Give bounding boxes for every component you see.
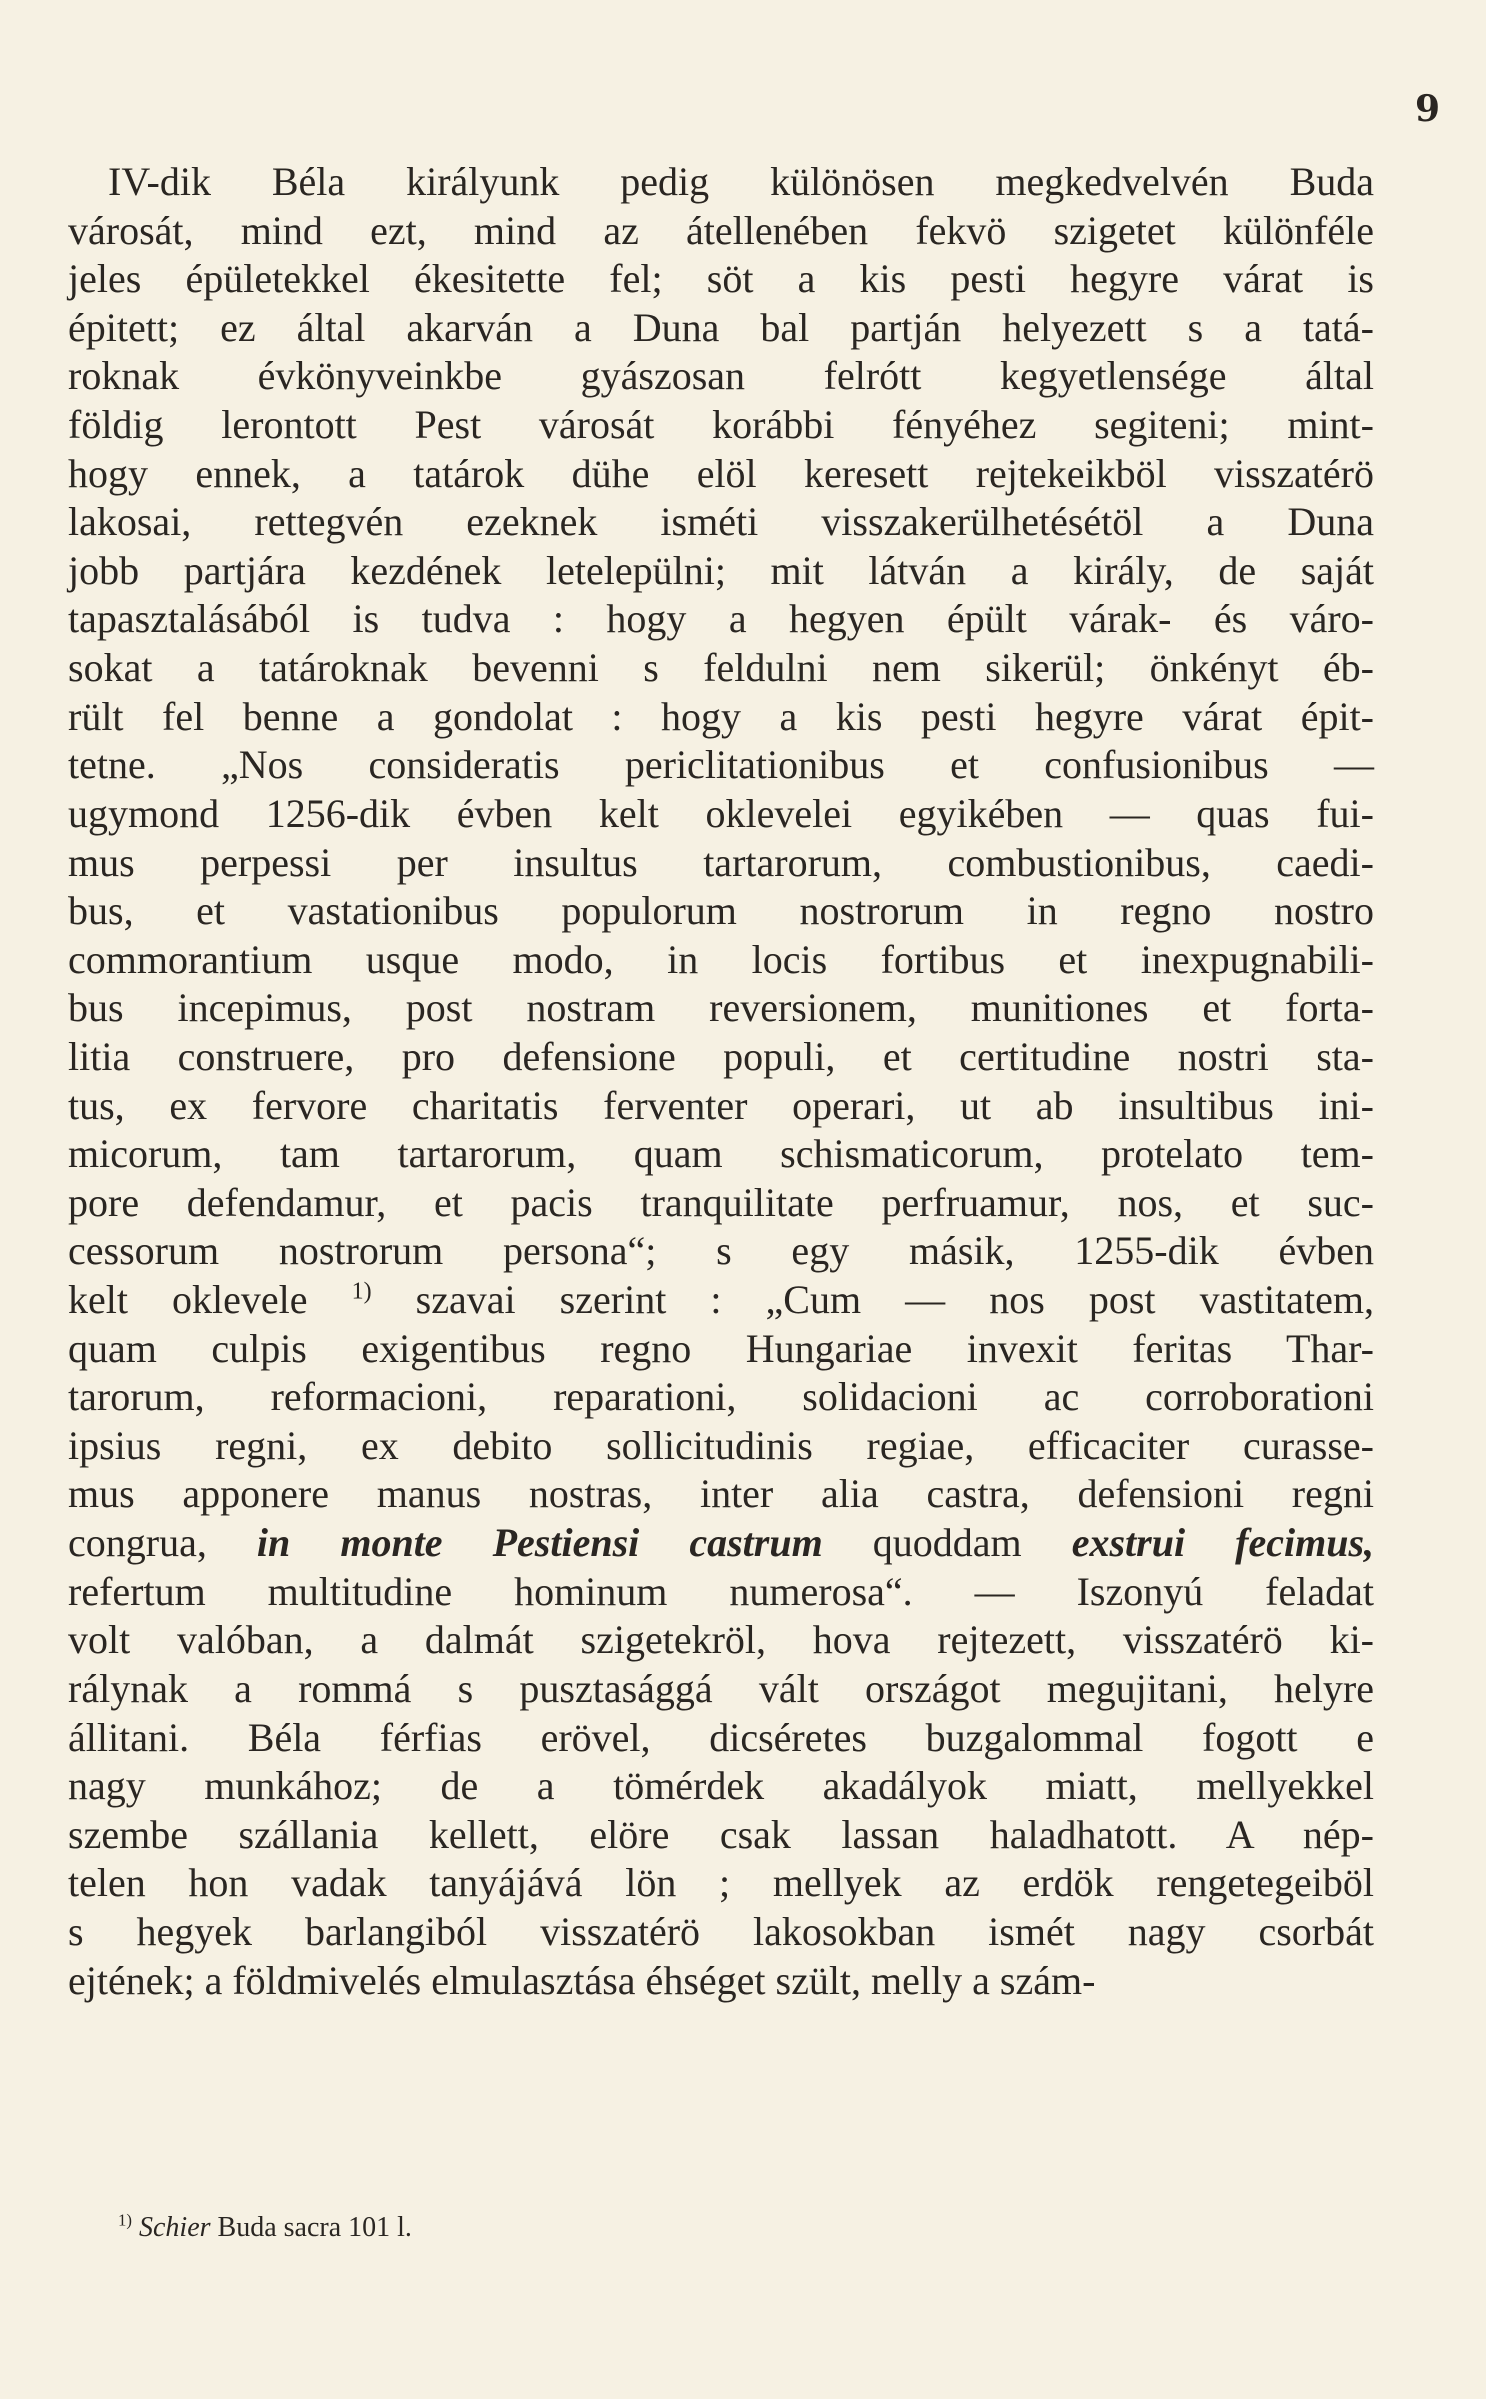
text-line: bus incepimus, post nostram reversionem, munitiones et forta- — [68, 985, 1374, 1031]
footnote-text: Buda sacra 101 l. — [210, 2212, 412, 2243]
text-segment: quoddam — [822, 1520, 1072, 1566]
text-line: jobb partjára kezdének letelepülni; mit látván a király, de saját — [68, 547, 1374, 593]
text-line: ejtének; a földmivelés elmulasztása éhséget szült, melly a szám- — [68, 1957, 1096, 2003]
text-line: városát, mind ezt, mind az átellenében fekvö szigetet különféle — [68, 207, 1374, 253]
text-line: telen hon vadak tanyájává lön ; mellyek az erdök rengetegeiböl — [68, 1860, 1374, 1906]
main-text — [68, 158, 1374, 2005]
text-line: mus perpessi per insultus tartarorum, combustionibus, caedi- — [68, 839, 1374, 885]
text-line: tarorum, reformacioni, reparationi, solidacioni ac corroborationi — [68, 1374, 1374, 1420]
text-line: volt valóban, a dalmát szigetekröl, hova rejtezett, visszatérö ki- — [68, 1617, 1374, 1663]
text-line: nagy munkához; de a tömérdek akadályok miatt, mellyekkel — [68, 1763, 1374, 1809]
text-line: jeles épületekkel ékesitette fel; söt a kis pesti hegyre várat is — [68, 256, 1374, 302]
text-line: földig lerontott Pest városát korábbi fényéhez segiteni; mint- — [68, 402, 1374, 448]
text-segment: szavai szerint : „Cum — nos post vastitatem, — [371, 1277, 1374, 1323]
text-line — [68, 1519, 1374, 1568]
text-line: rálynak a rommá s pusztasággá vált országot megujitani, helyre — [68, 1665, 1374, 1711]
text-line: ipsius regni, ex debito sollicitudinis regiae, efficaciter curasse- — [68, 1422, 1374, 1468]
text-line: commorantium usque modo, in locis fortibus et inexpugnabili- — [68, 936, 1374, 982]
text-line: hogy ennek, a tatárok dühe elöl keresett rejtekeikböl visszatérö — [68, 450, 1374, 496]
text-line: szembe szállania kellett, elöre csak lassan haladhatott. A nép- — [68, 1811, 1374, 1857]
footnote-reference: 1) — [351, 1278, 372, 1305]
text-line: bus, et vastationibus populorum nostrorum in regno nostro — [68, 888, 1374, 934]
text-line: állitani. Béla férfias erövel, dicséretes buzgalommal fogott e — [68, 1714, 1374, 1760]
text-segment: kelt oklevele — [68, 1277, 352, 1323]
text-line — [68, 1276, 1374, 1325]
text-line: sokat a tatároknak bevenni s feldulni nem sikerül; önkényt éb- — [68, 645, 1374, 691]
text-line: cessorum nostrorum persona“; s egy másik, 1255-dik évben — [68, 1228, 1374, 1274]
text-line: quam culpis exigentibus regno Hungariae invexit feritas Thar- — [68, 1325, 1374, 1371]
text-line: tus, ex fervore charitatis ferventer operari, ut ab insultibus ini- — [68, 1082, 1374, 1128]
text-line: IV-dik Béla királyunk pedig különösen megkedvelvén Buda — [108, 159, 1374, 204]
text-segment: congrua, — [68, 1520, 257, 1566]
text-line: mus apponere manus nostras, inter alia castra, defensioni regni — [68, 1471, 1374, 1517]
emphasized-text: in monte Pestiensi castrum — [256, 1520, 823, 1566]
text-line: épitett; ez által akarván a Duna bal partján helyezett s a tatá- — [68, 304, 1374, 350]
text-line: lakosai, rettegvén ezeknek isméti visszakerülhetésétöl a Duna — [68, 499, 1374, 545]
footnote-mark: 1) — [118, 2210, 132, 2230]
text-line: tetne. „Nos consideratis periclitationibus et confusionibus — — [68, 742, 1374, 788]
text-line: litia construere, pro defensione populi, et certitudine nostri sta- — [68, 1033, 1374, 1079]
text-line: tapasztalásából is tudva : hogy a hegyen épült várak- és váro- — [68, 596, 1374, 642]
text-line: micorum, tam tartarorum, quam schismaticorum, protelato tem- — [68, 1131, 1374, 1177]
emphasized-text: exstrui fecimus, — [1071, 1520, 1375, 1566]
text-line: roknak évkönyveinkbe gyászosan felrótt kegyetlensége által — [68, 353, 1374, 399]
text-line: pore defendamur, et pacis tranquilitate perfruamur, nos, et suc- — [68, 1179, 1374, 1225]
footnote — [118, 2210, 412, 2246]
page-number: 9 — [1414, 88, 1440, 130]
text-line: ugymond 1256-dik évben kelt oklevelei egyikében — quas fui- — [68, 790, 1374, 836]
footnote-author: Schier — [138, 2212, 211, 2243]
text-line: rült fel benne a gondolat : hogy a kis pesti hegyre várat épit- — [68, 693, 1374, 739]
text-line: s hegyek barlangiból visszatérö lakosokban ismét nagy csorbát — [68, 1908, 1374, 1954]
text-line: refertum multitudine hominum numerosa“. — Iszonyú feladat — [68, 1568, 1374, 1614]
